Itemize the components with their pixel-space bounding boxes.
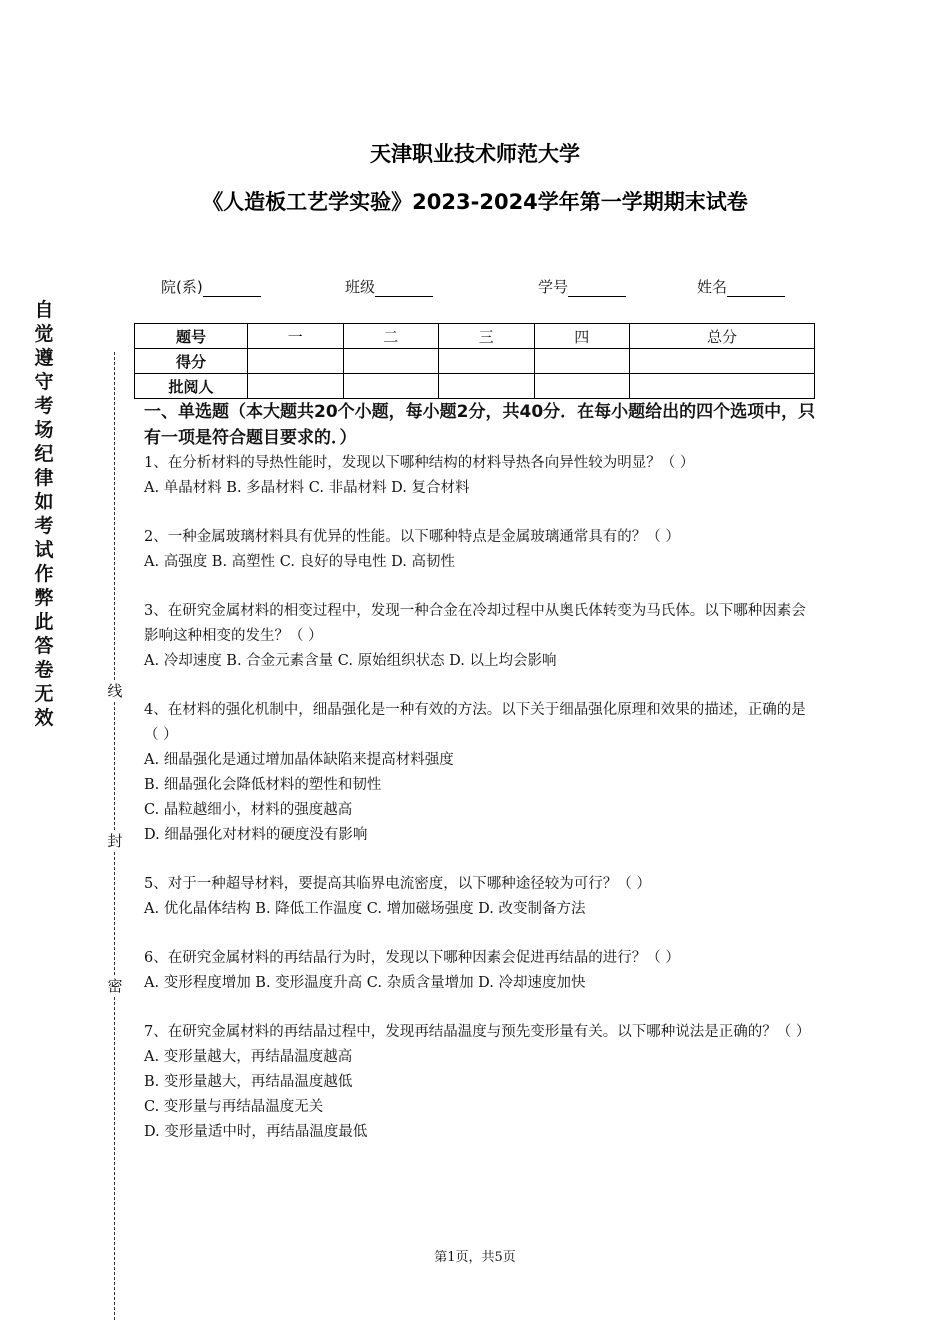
question-options: A. 冷却速度 B. 合金元素含量 C. 原始组织状态 D. 以上均会影响 <box>144 653 557 669</box>
university-title: 天津职业技术师范大学 <box>370 142 580 166</box>
student-id-label: 学号 <box>538 278 569 296</box>
question-options: A. 变形程度增加 B. 变形温度升高 C. 杂质含量增加 D. 冷却速度加快 <box>144 975 586 991</box>
question-options: A. 高强度 B. 高塑性 C. 良好的导电性 D. 高韧性 <box>144 554 456 570</box>
section-heading: 一、单选题（本大题共20个小题，每小题2分，共40分．在每小题给出的四个选项中，只有一项是符合题目要求的．） <box>144 402 816 448</box>
binding-line-char: 线 <box>107 682 123 700</box>
score-cell <box>630 349 815 374</box>
name-blank <box>727 282 785 297</box>
grader-row <box>135 374 815 399</box>
score-cell <box>343 349 439 374</box>
score-header-cell: 总分 <box>630 324 815 349</box>
question-options: A. 优化晶体结构 B. 降低工作温度 C. 增加磁场强度 D. 改变制备方法 <box>144 901 586 917</box>
class-blank <box>375 282 433 297</box>
question-section <box>144 399 816 1145</box>
class-label: 班级 <box>345 278 376 296</box>
question-1 <box>144 451 816 501</box>
dept-blank <box>203 282 261 297</box>
score-header-cell: 四 <box>534 324 630 349</box>
score-header-cell: 三 <box>439 324 535 349</box>
grader-cell <box>439 374 535 399</box>
class-field <box>345 276 433 297</box>
grader-row-label: 批阅人 <box>135 374 248 399</box>
binding-close-char: 密 <box>107 977 123 995</box>
question-stem: 1、在分析材料的导热性能时，发现以下哪种结构的材料导热各向异性较为明显？（ ） <box>144 455 695 471</box>
page-footer: 第1页，共5页 <box>434 1250 516 1265</box>
score-header-cell: 二 <box>343 324 439 349</box>
student-id-blank <box>568 282 626 297</box>
question-2 <box>144 525 816 575</box>
grader-cell <box>630 374 815 399</box>
question-stem: 4、在材料的强化机制中，细晶强化是一种有效的方法。以下关于细晶强化原理和效果的描述，正确的是（ ） <box>144 702 806 743</box>
question-stem: 5、对于一种超导材料，要提高其临界电流密度，以下哪种途径较为可行？（ ） <box>144 876 651 892</box>
grader-cell <box>343 374 439 399</box>
score-cell <box>439 349 535 374</box>
question-4 <box>144 698 816 848</box>
exam-discipline-warning: 自觉遵守考场纪律如考试作弊此答卷无效 <box>34 299 54 729</box>
question-stem: 7、在研究金属材料的再结晶过程中，发现再结晶温度与预先变形量有关。以下哪种说法是正确的？（ ） <box>144 1024 811 1040</box>
question-6 <box>144 946 816 996</box>
question-option-d: D. 变形量适中时，再结晶温度最低 <box>144 1124 368 1140</box>
question-option-c: C. 变形量与再结晶温度无关 <box>144 1099 324 1115</box>
question-3 <box>144 599 816 674</box>
score-row-label: 得分 <box>135 349 248 374</box>
score-cell <box>534 349 630 374</box>
name-field <box>697 276 785 297</box>
score-header-cell: 一 <box>248 324 344 349</box>
score-table-header-row <box>135 324 815 349</box>
grader-cell <box>248 374 344 399</box>
name-label: 姓名 <box>697 278 728 296</box>
grader-cell <box>534 374 630 399</box>
question-stem: 2、一种金属玻璃材料具有优异的性能。以下哪种特点是金属玻璃通常具有的？（ ） <box>144 529 680 545</box>
score-header-cell: 题号 <box>135 324 248 349</box>
question-7 <box>144 1020 816 1145</box>
binding-seal-char: 封 <box>107 832 123 850</box>
dept-label: 院(系) <box>161 278 203 296</box>
question-5 <box>144 872 816 922</box>
question-option-d: D. 细晶强化对材料的硬度没有影响 <box>144 827 368 843</box>
question-options: A. 单晶材料 B. 多晶材料 C. 非晶材料 D. 复合材料 <box>144 480 470 496</box>
question-option-a: A. 细晶强化是通过增加晶体缺陷来提高材料强度 <box>144 752 454 768</box>
question-option-a: A. 变形量越大，再结晶温度越高 <box>144 1049 353 1065</box>
score-row <box>135 349 815 374</box>
dept-field <box>161 276 261 297</box>
question-stem: 3、在研究金属材料的相变过程中，发现一种合金在冷却过程中从奥氏体转变为马氏体。以下哪种因素会影响这种相变的发生？（ ） <box>144 603 806 644</box>
student-id-field <box>538 276 626 297</box>
exam-title: 《人造板工艺学实验》2023-2024学年第一学期期末试卷 <box>202 190 748 214</box>
question-option-b: B. 变形量越大，再结晶温度越低 <box>144 1074 353 1090</box>
score-cell <box>248 349 344 374</box>
question-option-c: C. 晶粒越细小，材料的强度越高 <box>144 802 353 818</box>
score-table <box>134 323 815 399</box>
question-option-b: B. 细晶强化会降低材料的塑性和韧性 <box>144 777 382 793</box>
question-stem: 6、在研究金属材料的再结晶行为时，发现以下哪种因素会促进再结晶的进行？（ ） <box>144 950 680 966</box>
